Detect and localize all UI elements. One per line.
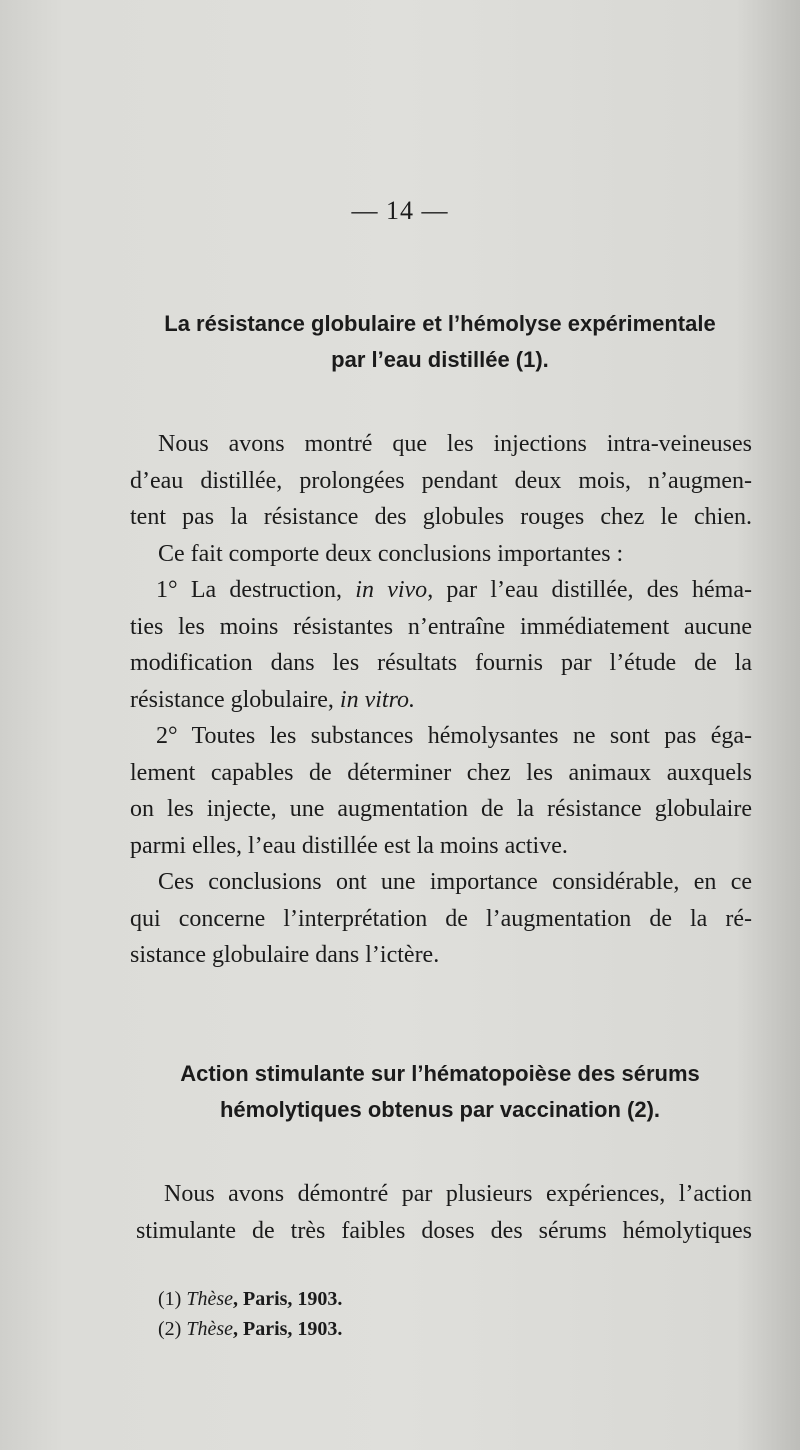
footnote-place: , Paris, 1903. [233, 1288, 343, 1310]
section-body-hematopoiesis [136, 1176, 752, 1249]
text-line: Ce fait comporte deux conclusions importantes : [158, 540, 624, 567]
text-run: 1° La destruction, [156, 577, 356, 603]
footnote-2 [158, 1314, 342, 1344]
text-line: Nous avons démontré par plusieurs expériences, l’action [164, 1181, 752, 1207]
text-line: stimulante de très faibles doses des sérums hémolytiques [136, 1217, 752, 1244]
footnote-place: , Paris, 1903. [233, 1318, 343, 1340]
section-body-resistance [130, 426, 752, 974]
section-heading-resistance [120, 306, 760, 378]
heading-line: Action stimulante sur l’hématopoièse des sérums [180, 1061, 700, 1086]
text-line: tent pas la résistance des globules rouges chez le chien. [130, 504, 752, 530]
text-line: lement capables de déterminer chez les animaux auxquels [130, 759, 752, 786]
text-run: résistance globulaire, [130, 686, 340, 713]
heading-line: par l’eau distillée (1). [331, 347, 549, 372]
footnote-title: Thèse [186, 1288, 233, 1310]
text-line: qui concerne l’interprétation de l’augmentation de la ré- [130, 905, 752, 932]
list-item-1 [130, 572, 752, 609]
footnote-marker: (2) [158, 1318, 187, 1340]
heading-line: hémolytiques obtenus par vaccination (2). [219, 1097, 661, 1122]
text-line: Ces conclusions ont une importance considérable, en ce [158, 869, 752, 895]
footnotes [158, 1284, 342, 1344]
footnote-1 [158, 1284, 342, 1314]
list-item-2: 2° Toutes les substances hémolysantes ne sont pas éga- [156, 723, 752, 749]
text-line: modification dans les résultats fournis par l’étude de la [130, 650, 752, 676]
page-number: — 14 — [351, 196, 449, 225]
italic-term: in vivo [355, 577, 428, 603]
heading-line: La résistance globulaire et l’hémolyse expérimentale [164, 311, 716, 336]
footnote-marker: (1) [158, 1288, 187, 1310]
text-line: sistance globulaire dans l’ictère. [130, 942, 440, 968]
text-line: on les injecte, une augmentation de la résistance globulaire [130, 796, 752, 822]
text-run: , par l’eau distillée, des héma- [427, 577, 752, 603]
text-line: Nous avons montré que les injections intra-veineuses [158, 431, 752, 457]
text-line: d’eau distillée, prolongées pendant deux mois, n’augmen- [130, 467, 752, 494]
text-line: ties les moins résistantes n’entraîne immédiatement aucune [130, 613, 752, 640]
footnote-title: Thèse [186, 1318, 233, 1340]
text-line [130, 682, 752, 719]
italic-term: in vitro. [339, 686, 416, 713]
text-line: parmi elles, l’eau distillée est la moins active. [130, 832, 568, 859]
section-heading-hematopoiesis [130, 1056, 750, 1128]
